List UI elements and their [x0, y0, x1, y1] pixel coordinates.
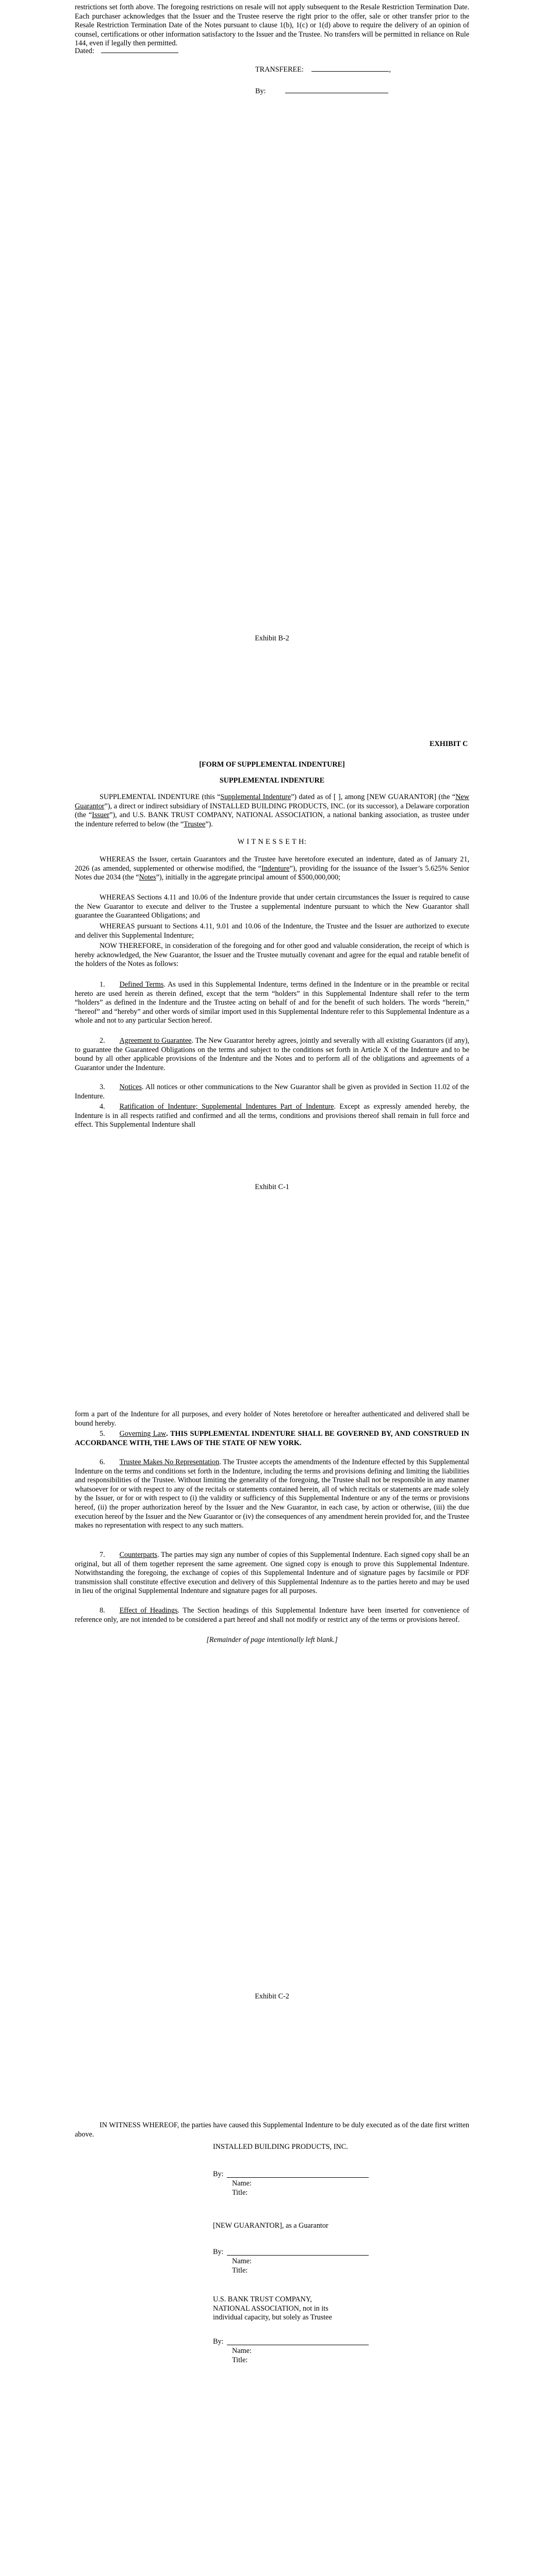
section-8	[75, 1606, 469, 1624]
section-4	[75, 1103, 469, 1130]
resale-restrictions-paragraph: restrictions set forth above. The foregoing restrictions on resale will not apply subsequent to the Resale Restriction Termination Date. Each purchaser acknowledges that the Issuer and the Trustee reserve the right prior to the offer, sale or other transfer prior to the Resale Restriction Termination Date of the Notes pursuant to clause 1(b), 1(c) or 1(d) above to require the delivery of an opinion of counsel, certifications or other information satisfactory to the Issuer and the Trustee. No transfers will be permitted in reliance on Rule 144, even if legally then permitted.	[75, 3, 469, 48]
form-title: [FORM OF SUPPLEMENTAL INDENTURE]	[199, 760, 345, 769]
section-heading: Ratification of Indenture; Supplemental Indentures Part of Indenture	[119, 1103, 334, 1111]
section-text: . The New Guarantor hereby agrees, jointly and severally with all existing Guarantors (if any), to guarantee the Guaranteed Obligations on the terms and subject to the conditions set forth in Article X of the Indenture and to be bound by all other applicable provisions of the Indenture and the Notes and to perform all of the obligations and agreements of a Guarantor under the Indenture.	[75, 1037, 469, 1072]
transferee-field: TRANSFEREE: ,	[255, 65, 391, 74]
issuer-name-label: Name:	[232, 2179, 252, 2188]
section-4-continued: form a part of the Indenture for all purposes, and every holder of Notes heretofore or hereafter authenticated and delivered shall be bound hereby.	[75, 1410, 469, 1428]
section-text: . As used in this Supplemental Indenture, terms defined in the Indenture or in the preamble or recital hereto are used herein as therein defined, except that the term “holders” in this Supplemental Indenture shall refer to the term “holders” as defined in the Indenture and the Trustee acting on behalf of and for the benefit of such holders. The words “herein,” “hereof” and “hereby” and other words of similar import used in this Supplemental Indenture refer to this Supplemental Indenture as a whole and not to any particular Section hereof.	[75, 980, 469, 1025]
by-signature-line	[285, 87, 388, 93]
transferee-by-field	[255, 87, 388, 96]
issuer-signature-line	[227, 2177, 369, 2178]
section-number: 6.	[100, 1458, 105, 1466]
section-3	[75, 1083, 469, 1101]
signatory-issuer-name: INSTALLED BUILDING PRODUCTS, INC.	[213, 2143, 348, 2151]
section-7	[75, 1551, 469, 1596]
section-number: 1.	[100, 980, 105, 989]
preamble-text: ”).	[205, 820, 213, 828]
section-heading: Agreement to Guarantee	[119, 1037, 192, 1045]
section-heading: Notices	[119, 1083, 142, 1091]
section-text: . Except as expressly amended hereby, the Indenture is in all respects ratified and confirmed and all the terms, conditions and provisions thereof shall remain in full force and effect. This Supplemental Indenture shall	[75, 1103, 469, 1129]
issuer-title-label: Title:	[232, 2189, 248, 2197]
remainder-blank-note: [Remainder of page intentionally left blank.]	[206, 1636, 338, 1644]
section-text: . The Trustee accepts the amendments of the Indenture effected by this Supplemental Indenture on the terms and conditions set forth in the Indenture, including the terms and provisions defining and limiting the liabilities and responsibilities of the Trustee. Without limiting the generality of the foregoing, the Trustee shall not be responsible in any manner whatsoever for or with respect to any of the recitals or statements contained herein, all of which recitals or statements are made solely by the Issuer, or for or with respect to (i) the validity or sufficiency of this Supplemental Indenture or any of the terms or provisions hereof, (ii) the proper authorization hereof by the Issuer and the New Guarantor, in each case, by action or otherwise, (iii) the due execution hereof by the Issuer and the New Guarantor or (iv) the consequences of any amendment herein provided for, and the Trustee makes no representation with respect to any such matters.	[75, 1458, 469, 1530]
dated-field	[75, 46, 178, 56]
whereas-paragraph-2: WHEREAS Sections 4.11 and 10.06 of the Indenture provide that under certain circumstances the Issuer is required to cause the New Guarantor to execute and deliver to the Trustee a supplemental indenture pursuant to which the New Guarantor shall guarantee the Guaranteed Obligations; and	[75, 893, 469, 920]
preamble-text: ”) dated as of [ ], among [NEW GUARANTOR] (the “	[291, 793, 456, 801]
page-footer: Exhibit C-1	[255, 1183, 289, 1191]
defined-term: New Guarantor	[75, 793, 469, 810]
now-therefore-paragraph: NOW THEREFORE, in consideration of the foregoing and for other good and valuable consideration, the receipt of which is hereby acknowledged, the New Guarantor, the Issuer and the Trustee mutually covenant and agree for the equal and ratable benefit of the holders of the Notes as follows:	[75, 942, 469, 969]
section-number: 5.	[100, 1430, 105, 1438]
witnesseth-heading: W I T N E S S E T H:	[237, 838, 307, 846]
page-footer: Exhibit C-2	[255, 1992, 289, 2001]
preamble-text: ”), a direct or indirect subsidiary of INSTALLED BUILDING PRODUCTS, INC. (or its successor), a Delaware corporation (the “	[75, 802, 469, 820]
exhibit-c-label: EXHIBIT C	[430, 740, 468, 748]
section-number: 3.	[100, 1083, 105, 1091]
section-text: . The parties may sign any number of copies of this Supplemental Indenture. Each signed copy shall be an original, but all of them together represent the same agreement. One signed copy is enough to prove this Supplemental Indenture. Notwithstanding the foregoing, the exchange of copies of this Supplemental Indenture and of signature pages by facsimile or PDF transmission shall constitute effective execution and delivery of this Supplemental Indenture as to the parties hereto and may be used in lieu of the original Supplemental Indenture and signature pages for all purposes.	[75, 1551, 469, 1596]
defined-term: Supplemental Indenture	[220, 793, 291, 801]
whereas-text: ”), providing for the issuance of the Issuer’s 5.625% Senior Notes due 2034 (the “	[75, 864, 469, 882]
section-1	[75, 980, 469, 1026]
defined-term: Indenture	[261, 864, 290, 873]
defined-term: Notes	[139, 873, 156, 882]
section-6	[75, 1458, 469, 1531]
document-title: SUPPLEMENTAL INDENTURE	[219, 776, 325, 785]
transferee-label: TRANSFEREE:	[255, 65, 304, 74]
section-text: . The Section headings of this Supplemental Indenture have been inserted for convenience of reference only, are not intended to be considered a part hereof and shall not modify or restrict any of the terms or provisions hereof.	[75, 1606, 469, 1624]
section-text: . THIS SUPPLEMENTAL INDENTURE SHALL BE GOVERNED BY, AND CONSTRUED IN ACCORDANCE WITH, THE LAWS OF THE STATE OF NEW YORK.	[75, 1430, 469, 1447]
preamble-paragraph	[75, 793, 469, 829]
page-footer: Exhibit B-2	[255, 634, 289, 642]
preamble-text: ”), and U.S. BANK TRUST COMPANY, NATIONAL ASSOCIATION, a national banking association, as trustee under the indenture referred to below (the “	[75, 811, 469, 828]
section-number: 7.	[100, 1551, 105, 1559]
signatory-trustee-name: U.S. BANK TRUST COMPANY, NATIONAL ASSOCIATION, not in its individual capacity, but solely as Trustee	[213, 2295, 332, 2322]
signatory-new-guarantor-name: [NEW GUARANTOR], as a Guarantor	[213, 2222, 328, 2230]
section-number: 8.	[100, 1606, 105, 1615]
defined-term: Trustee	[184, 820, 206, 828]
guarantor-title-label: Title:	[232, 2266, 248, 2275]
section-heading: Governing Law	[119, 1430, 167, 1438]
guarantor-signature-line	[227, 2255, 369, 2256]
section-heading: Counterparts	[119, 1551, 157, 1559]
dated-label: Dated:	[75, 47, 94, 55]
section-heading: Trustee Makes No Representation	[119, 1458, 220, 1466]
guarantor-name-label: Name:	[232, 2257, 252, 2265]
section-text: . All notices or other communications to the New Guarantor shall be given as provided in Section 11.02 of the Indenture.	[75, 1083, 469, 1100]
whereas-text: ”), initially in the aggregate principal amount of $500,000,000;	[156, 873, 340, 882]
section-5	[75, 1430, 469, 1448]
by-label: By:	[255, 87, 266, 95]
trustee-by-label: By:	[213, 2337, 224, 2346]
dated-blank-line	[101, 46, 178, 53]
section-heading: Defined Terms	[119, 980, 164, 989]
preamble-text: SUPPLEMENTAL INDENTURE (this “	[100, 793, 221, 801]
section-number: 4.	[100, 1103, 105, 1111]
defined-term: Issuer	[92, 811, 110, 820]
issuer-by-label: By:	[213, 2170, 224, 2178]
whereas-paragraph-1	[75, 855, 469, 883]
whereas-text: WHEREAS the Issuer, certain Guarantors and the Trustee have heretofore executed an indenture, dated as of January 21, 2026 (as amended, supplemented or otherwise modified, the “	[75, 855, 469, 873]
transferee-blank-line	[311, 65, 389, 72]
whereas-paragraph-3: WHEREAS pursuant to Sections 4.11, 9.01 and 10.06 of the Indenture, the Trustee and the Issuer are authorized to execute and deliver this Supplemental Indenture;	[75, 922, 469, 940]
trustee-title-label: Title:	[232, 2356, 248, 2364]
trustee-name-label: Name:	[232, 2347, 252, 2355]
section-heading: Effect of Headings	[119, 1606, 178, 1615]
section-2	[75, 1037, 469, 1073]
guarantor-by-label: By:	[213, 2248, 224, 2256]
section-number: 2.	[100, 1037, 105, 1045]
in-witness-whereof-paragraph: IN WITNESS WHEREOF, the parties have caused this Supplemental Indenture to be duly executed as of the date first written above.	[75, 2121, 469, 2139]
